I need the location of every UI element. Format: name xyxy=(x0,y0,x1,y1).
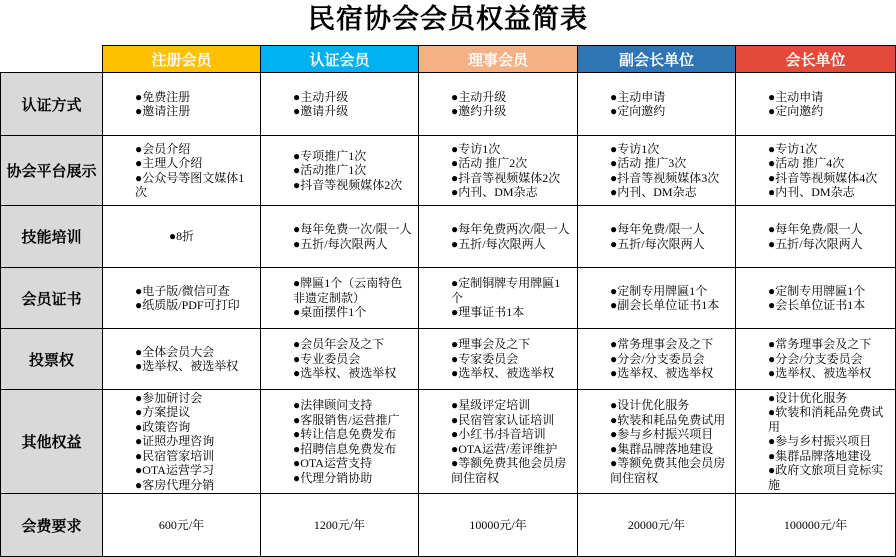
benefit-item: ●邀约升级 xyxy=(451,104,507,118)
benefit-list xyxy=(103,229,260,244)
benefit-item: ●常务理事会及之下 xyxy=(768,337,872,352)
fee-amount: 100000元/年 xyxy=(783,517,848,532)
cell-voting-rights-president-unit xyxy=(736,329,896,390)
benefit-item: ●理事证书1本 xyxy=(451,305,525,320)
benefit-item: ●五折/每次限两人 xyxy=(768,236,863,251)
benefit-item: ●集群品牌落地建设 xyxy=(768,448,872,463)
benefit-item: ●五折/每次限两人 xyxy=(610,236,705,251)
benefit-item: ●专项推广1次 xyxy=(293,148,367,163)
cell-voting-rights-vice-president-unit xyxy=(578,329,736,390)
benefit-item: ●方案提议 xyxy=(135,405,191,420)
benefit-list xyxy=(610,142,731,200)
cell-membership-certificate-vice-president-unit xyxy=(578,268,736,329)
benefit-item: ●抖音等视频媒体2次 xyxy=(451,170,561,185)
benefit-item: ●OTA运营支持 xyxy=(293,456,372,470)
benefit-item: ●邀请注册 xyxy=(135,104,191,118)
cell-membership-fee-certified-member xyxy=(261,494,419,557)
benefit-item: ●定制专用牌匾1个 xyxy=(610,283,708,298)
cell-membership-fee-registered-member xyxy=(103,494,261,557)
fee-value xyxy=(578,518,735,533)
benefit-item: ●内刊、DM杂志 xyxy=(451,185,538,199)
benefit-item: ●专业委员会 xyxy=(293,351,361,366)
cell-skill-training-registered-member xyxy=(103,206,261,268)
benefit-item: ●理事会及之下 xyxy=(451,337,531,352)
cell-voting-rights-registered-member xyxy=(103,329,261,390)
benefit-item: ●法律顾问支持 xyxy=(293,398,373,412)
benefit-list xyxy=(768,391,889,493)
benefit-list xyxy=(768,90,889,119)
benefit-item: ●内刊、DM杂志 xyxy=(610,185,697,199)
cell-skill-training-certified-member xyxy=(261,206,419,268)
benefit-item: ●OTA运营学习 xyxy=(135,463,214,478)
cell-membership-fee-president-unit xyxy=(736,494,896,557)
benefit-item: ●活动 推广3次 xyxy=(610,156,687,170)
benefit-item: ●五折/每次限两人 xyxy=(293,236,388,251)
benefit-item: ●选举权、被选举权 xyxy=(610,366,714,381)
benefit-item: ●星级评定培训 xyxy=(451,398,531,412)
benefit-list xyxy=(451,142,572,200)
benefit-item: ●定向邀约 xyxy=(610,104,666,118)
cell-certification-method-council-member xyxy=(419,73,578,136)
benefit-item: ●主动升级 xyxy=(451,89,507,104)
header-vice-president-unit: 副会长单位 xyxy=(578,45,736,73)
cell-certification-method-vice-president-unit xyxy=(578,73,736,136)
fee-amount: 1200元/年 xyxy=(313,517,366,532)
benefit-list xyxy=(293,276,414,320)
fee-value xyxy=(419,518,577,533)
fee-amount: 10000元/年 xyxy=(469,517,527,532)
row-label-certification-method: 认证方式 xyxy=(0,73,103,136)
header-registered-member: 注册会员 xyxy=(103,45,261,73)
benefit-item: ●招聘信息免费发布 xyxy=(293,441,397,456)
row-label-membership-fee: 会费要求 xyxy=(0,494,103,557)
benefit-item: ●公众号等图文媒体1次 xyxy=(135,170,245,199)
benefit-item: ●等额免费其他会员房间住宿权 xyxy=(451,456,567,485)
benefit-item: ●活动 推广2次 xyxy=(451,156,528,170)
benefit-list xyxy=(135,391,256,493)
benefit-item: ●转让信息免费发布 xyxy=(293,427,397,441)
benefit-item: ●参与乡村振兴项目 xyxy=(768,434,872,449)
benefit-item: ●选举权、被选举权 xyxy=(135,359,239,373)
benefit-item: ●证照办理咨询 xyxy=(135,434,215,449)
benefit-item: ●主动升级 xyxy=(293,89,349,104)
row-label-platform-exposure: 协会平台展示 xyxy=(0,136,103,206)
cell-membership-certificate-president-unit xyxy=(736,268,896,329)
benefit-list xyxy=(610,222,731,251)
benefit-item: ●小红书/抖音培训 xyxy=(451,427,546,441)
benefit-item: ●活动 推广4次 xyxy=(768,156,845,170)
benefit-item: ●定制铜牌专用牌匾1个 xyxy=(451,276,561,305)
row-label-other-benefits: 其他权益 xyxy=(0,390,103,494)
benefit-item: ●牌匾1个（云南特色非遗定制款） xyxy=(293,276,403,305)
benefit-item: ●民宿管家认证培训 xyxy=(451,412,555,427)
benefit-item: ●每年免费两次/限一人 xyxy=(451,222,570,236)
benefit-item: ●专访1次 xyxy=(768,141,818,156)
benefit-item: ●抖音等视频媒体2次 xyxy=(293,177,403,192)
benefit-item: ●主动申请 xyxy=(610,89,666,104)
benefit-item: ●活动推广1次 xyxy=(293,163,367,178)
benefit-item: ●软装和耗品免费试用 xyxy=(610,412,726,427)
benefit-item: ●内刊、DM杂志 xyxy=(768,185,855,199)
cell-other-benefits-council-member xyxy=(419,390,578,494)
benefit-item: ●定向邀约 xyxy=(768,104,824,118)
benefit-list xyxy=(293,337,414,381)
header-council-member: 理事会员 xyxy=(419,45,578,73)
benefit-item: ●分会/分支委员会 xyxy=(768,351,863,366)
benefit-item: ●分会/分支委员会 xyxy=(610,351,705,366)
benefit-item: ●主理人介绍 xyxy=(135,156,203,170)
benefit-item: ●设计优化服务 xyxy=(610,398,690,412)
cell-certification-method-president-unit xyxy=(736,73,896,136)
benefit-item: ●全体会员大会 xyxy=(135,344,215,359)
benefit-list xyxy=(768,142,889,200)
benefit-list xyxy=(135,345,256,374)
cell-membership-certificate-registered-member xyxy=(103,268,261,329)
cell-skill-training-president-unit xyxy=(736,206,896,268)
cell-voting-rights-council-member xyxy=(419,329,578,390)
benefit-item: ●专访1次 xyxy=(451,141,501,156)
benefit-list xyxy=(135,284,256,313)
benefit-item: ●定制专用牌匾1个 xyxy=(768,283,866,298)
benefit-list xyxy=(293,398,414,485)
benefit-item: ●参加研讨会 xyxy=(135,390,203,405)
fee-amount: 20000元/年 xyxy=(627,517,686,532)
benefit-list xyxy=(451,90,572,119)
cell-membership-fee-vice-president-unit xyxy=(578,494,736,557)
benefit-item: ●免费注册 xyxy=(135,89,191,104)
benefit-item: ●代理分销协助 xyxy=(293,470,373,485)
benefit-item: ●等额免费其他会员房间住宿权 xyxy=(610,456,726,485)
benefit-item: ●会员介绍 xyxy=(135,141,191,156)
benefit-item: ●客房代理分销 xyxy=(135,477,215,492)
benefit-list xyxy=(768,284,889,313)
benefit-item: ●抖音等视频媒体3次 xyxy=(610,170,720,185)
benefit-item: ●副会长单位证书1本 xyxy=(610,298,720,312)
cell-membership-certificate-council-member xyxy=(419,268,578,329)
benefit-item: ●客服销售/运营推广 xyxy=(293,412,400,427)
fee-value xyxy=(736,518,895,533)
cell-platform-exposure-registered-member xyxy=(103,136,261,206)
benefit-item: ●OTA运营/差评维护 xyxy=(451,441,558,456)
benefit-item: ●电子版/微信可查 xyxy=(135,283,230,298)
benefit-item: ●民宿管家培训 xyxy=(135,448,215,463)
benefit-item: ●主动申请 xyxy=(768,89,824,104)
header-president-unit: 会长单位 xyxy=(736,45,896,73)
benefit-list xyxy=(293,149,414,193)
benefit-list xyxy=(451,276,572,320)
cell-membership-certificate-certified-member xyxy=(261,268,419,329)
benefit-list xyxy=(135,90,256,119)
cell-platform-exposure-vice-president-unit xyxy=(578,136,736,206)
benefit-item: ●专家委员会 xyxy=(451,351,519,366)
benefit-item: ●每年免费一次/限一人 xyxy=(293,222,412,236)
fee-value xyxy=(103,518,260,533)
cell-platform-exposure-council-member xyxy=(419,136,578,206)
benefit-item: ●抖音等视频媒体4次 xyxy=(768,170,878,185)
row-label-skill-training: 技能培训 xyxy=(0,206,103,268)
cell-platform-exposure-president-unit xyxy=(736,136,896,206)
row-label-membership-certificate: 会员证书 xyxy=(0,268,103,329)
benefit-item: ●政策咨询 xyxy=(135,419,191,434)
benefit-item: ●会员年会及之下 xyxy=(293,337,385,352)
benefit-item: ●设计优化服务 xyxy=(768,390,848,405)
benefit-item: ●每年免费/限一人 xyxy=(610,222,705,236)
row-label-voting-rights: 投票权 xyxy=(0,329,103,390)
cell-voting-rights-certified-member xyxy=(261,329,419,390)
benefit-list xyxy=(135,142,256,200)
cell-other-benefits-registered-member xyxy=(103,390,261,494)
benefit-list xyxy=(610,284,731,313)
benefit-list xyxy=(768,337,889,381)
page-title: 民宿协会会员权益简表 xyxy=(308,4,588,34)
benefit-item: ●集群品牌落地建设 xyxy=(610,441,714,456)
benefit-item: ●选举权、被选举权 xyxy=(293,366,397,381)
header-corner xyxy=(0,45,103,73)
benefit-item: ●参与乡村振兴项目 xyxy=(610,427,714,441)
benefit-item: ●五折/每次限两人 xyxy=(451,236,546,251)
benefit-list xyxy=(451,337,572,381)
fee-value xyxy=(261,518,418,533)
cell-other-benefits-president-unit xyxy=(736,390,896,494)
benefit-list xyxy=(768,222,889,251)
cell-skill-training-council-member xyxy=(419,206,578,268)
benefit-item: ●纸质版/PDF可打印 xyxy=(135,298,240,312)
cell-certification-method-certified-member xyxy=(261,73,419,136)
benefit-list xyxy=(293,90,414,119)
benefit-item: ●8折 xyxy=(168,229,195,244)
benefit-list xyxy=(610,90,731,119)
benefit-list xyxy=(610,337,731,381)
header-certified-member: 认证会员 xyxy=(261,45,419,73)
cell-other-benefits-vice-president-unit xyxy=(578,390,736,494)
benefit-item: ●政府文旅项目竞标实施 xyxy=(768,463,884,492)
benefits-table xyxy=(0,45,896,557)
cell-skill-training-vice-president-unit xyxy=(578,206,736,268)
benefit-list xyxy=(293,222,414,251)
cell-certification-method-registered-member xyxy=(103,73,261,136)
cell-other-benefits-certified-member xyxy=(261,390,419,494)
benefit-item: ●专访1次 xyxy=(610,141,660,156)
cell-platform-exposure-certified-member xyxy=(261,136,419,206)
benefit-item: ●每年免费/限一人 xyxy=(768,222,863,236)
benefit-item: ●会长单位证书1本 xyxy=(768,298,866,312)
benefit-list xyxy=(451,398,572,485)
benefit-list xyxy=(451,222,572,251)
benefit-item: ●邀请升级 xyxy=(293,104,349,118)
fee-amount: 600元/年 xyxy=(158,517,205,532)
benefit-item: ●桌面摆件1个 xyxy=(293,305,367,320)
cell-membership-fee-council-member xyxy=(419,494,578,557)
benefit-item: ●软装和消耗品免费试用 xyxy=(768,405,884,434)
benefit-item: ●选举权、被选举权 xyxy=(768,366,872,381)
benefit-list xyxy=(610,398,731,485)
benefit-item: ●常务理事会及之下 xyxy=(610,337,714,352)
benefit-item: ●选举权、被选举权 xyxy=(451,366,555,381)
